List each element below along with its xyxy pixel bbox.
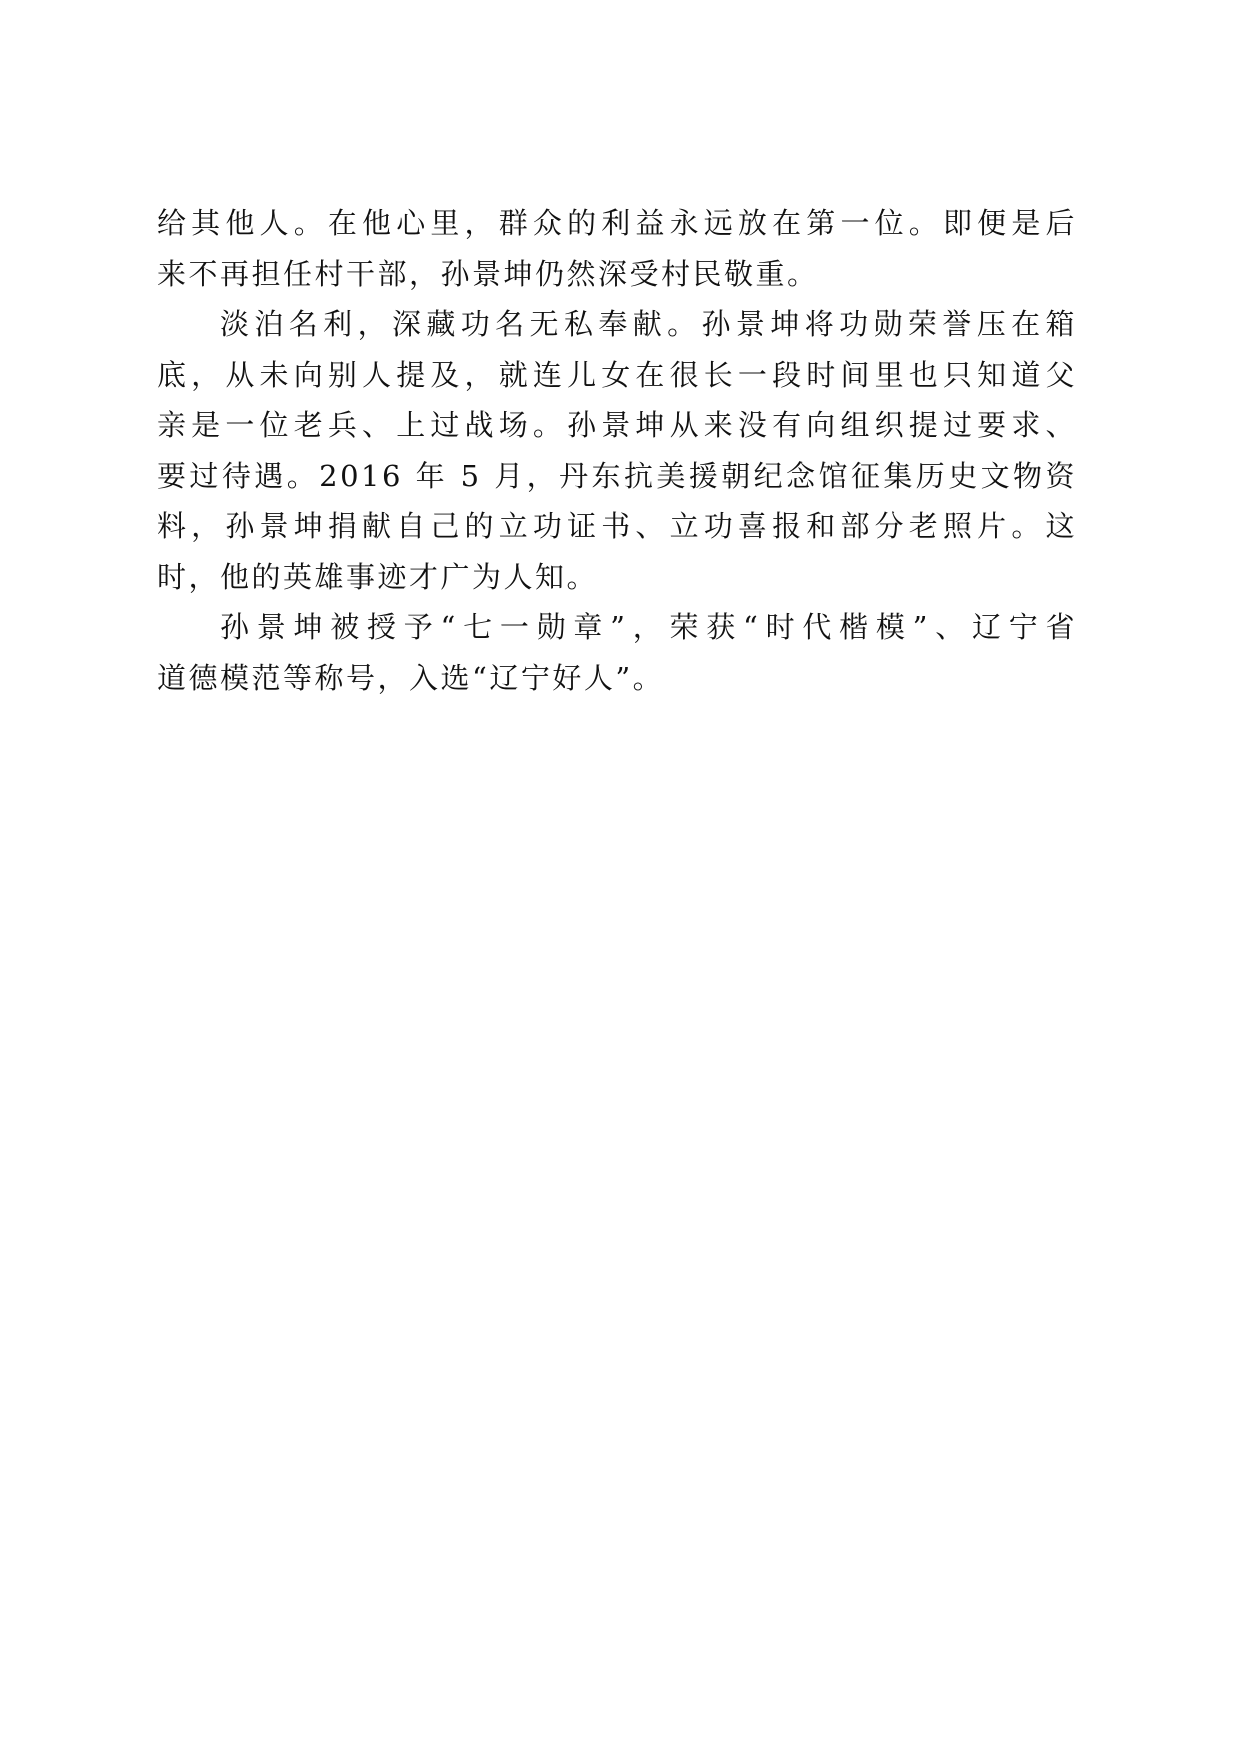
text-line: 料，孙景坤捐献自己的立功证书、立功喜报和部分老照片。这 [157,509,1077,543]
text-line: 给其他人。在他心里，群众的利益永远放在第一位。即便是后 [157,206,1077,240]
text-line: 淡泊名利，深藏功名无私奉献。孙景坤将功勋荣誉压在箱 [220,307,1077,341]
paragraph-continued [157,198,1077,299]
text-line: 道德模范等称号，入选“辽宁好人”。 [157,660,665,695]
paragraph-modesty [157,299,1077,602]
text-line: 时，他的英雄事迹才广为人知。 [157,559,599,594]
text-line: 亲是一位老兵、上过战场。孙景坤从来没有向组织提过要求、 [157,408,1077,442]
paragraph-honors [157,602,1077,703]
text-line: 孙景坤被授予“七一勋章”，荣获“时代楷模”、辽宁省 [220,610,1077,644]
text-line: 要过待遇。2016 年 5 月，丹东抗美援朝纪念馆征集历史文物资 [157,458,1077,493]
document-body [157,198,1077,703]
text-line: 底，从未向别人提及，就连儿女在很长一段时间里也只知道父 [157,357,1077,392]
text-line: 来不再担任村干部，孙景坤仍然深受村民敬重。 [157,256,819,291]
